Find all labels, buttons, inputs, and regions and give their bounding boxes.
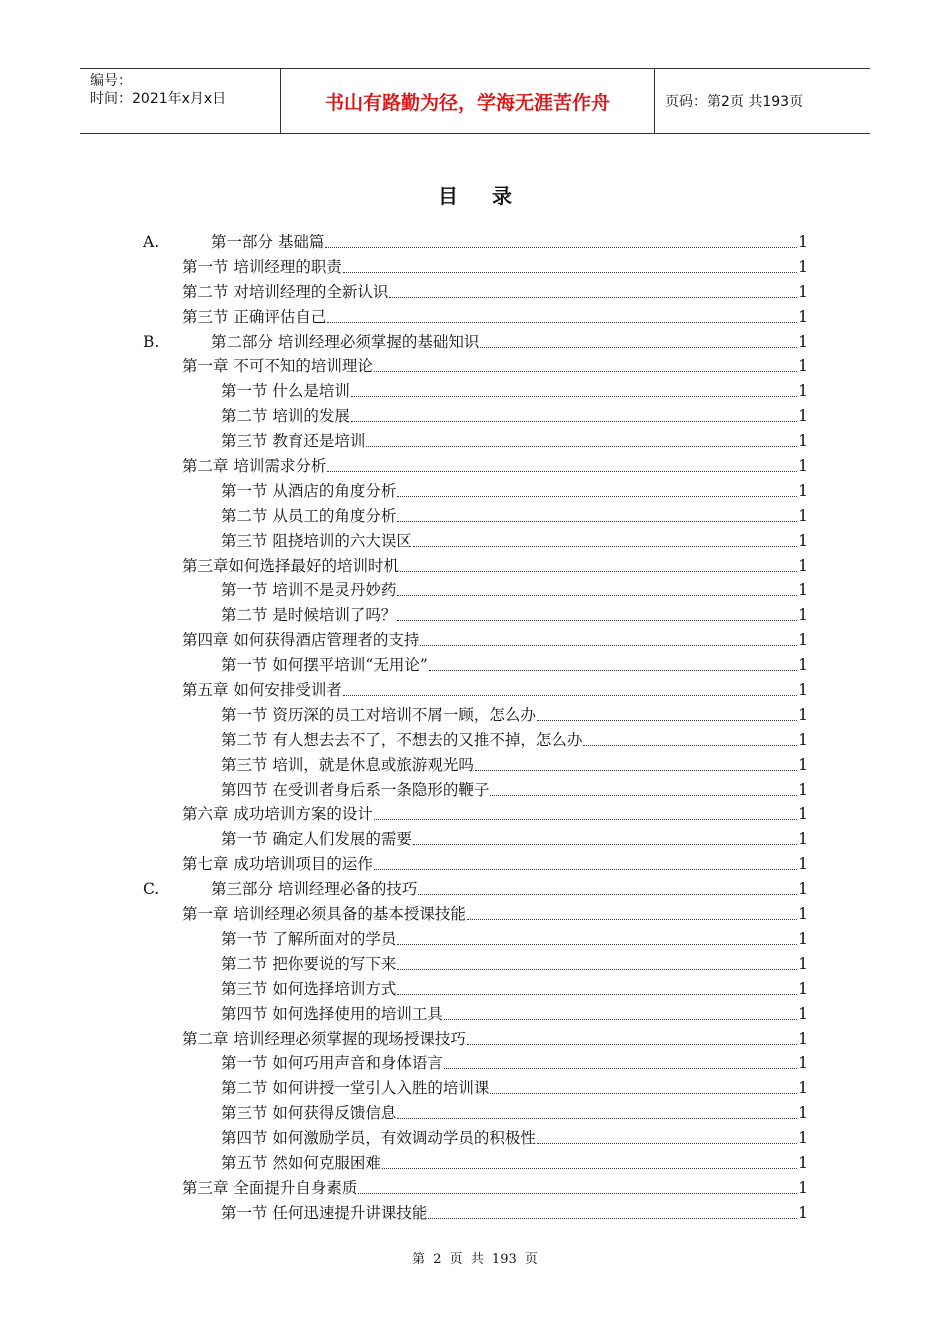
toc-entry-title: 第一章 培训经理必须具备的基本授课技能 — [182, 905, 466, 924]
toc-dot-leader — [475, 753, 797, 771]
toc-page-number: 1 — [798, 1104, 808, 1123]
toc-entry[interactable] — [143, 330, 808, 355]
toc-entry[interactable] — [143, 902, 808, 927]
toc-part-letter: C. — [143, 880, 160, 899]
toc-entry[interactable] — [143, 255, 808, 280]
toc-dot-leader — [397, 504, 797, 522]
toc-entry[interactable] — [143, 952, 808, 977]
toc-title: 目录 — [438, 184, 546, 208]
toc-dot-leader — [358, 1176, 797, 1194]
toc-entry-title: 第六章 成功培训方案的设计 — [182, 805, 373, 824]
document-number-label: 编号： — [90, 73, 132, 89]
toc-entry-title: 第五章 如何安排受训者 — [182, 681, 342, 700]
toc-entry[interactable] — [143, 479, 808, 504]
toc-page-number: 1 — [798, 705, 808, 724]
toc-page-number: 1 — [798, 332, 808, 351]
toc-entry[interactable] — [143, 728, 808, 753]
toc-dot-leader — [420, 628, 797, 646]
toc-entry[interactable] — [143, 802, 808, 827]
toc-entry[interactable] — [143, 1076, 808, 1101]
toc-page-number: 1 — [798, 257, 808, 276]
toc-page-number: 1 — [798, 880, 808, 899]
toc-page-number: 1 — [798, 1004, 808, 1023]
toc-entry[interactable] — [143, 230, 808, 255]
toc-entry-title: 第四节 在受训者身后系一条隐形的鞭子 — [221, 780, 490, 799]
toc-dot-leader — [397, 578, 797, 596]
toc-entry-title: 第三部分 培训经理必备的技巧 — [211, 880, 418, 899]
toc-dot-leader — [397, 977, 797, 995]
toc-dot-leader — [325, 230, 797, 248]
page-footer: 第 2 页 共 193 页 — [412, 1252, 538, 1267]
toc-page-number: 1 — [798, 282, 808, 301]
page-header — [80, 68, 870, 134]
toc-entry[interactable] — [143, 753, 808, 778]
toc-page-number: 1 — [798, 656, 808, 675]
toc-entry[interactable] — [143, 927, 808, 952]
toc-dot-leader — [327, 305, 797, 323]
toc-dot-leader — [327, 454, 797, 472]
toc-entry-title: 第二部分 培训经理必须掌握的基础知识 — [211, 332, 480, 351]
toc-entry-title: 第一节 资历深的员工对培训不屑一顾，怎么办 — [221, 705, 536, 724]
toc-entry-title: 第三节 如何获得反馈信息 — [221, 1104, 397, 1123]
toc-page-number: 1 — [798, 1054, 808, 1073]
toc-entry[interactable] — [143, 603, 808, 628]
toc-page-number: 1 — [798, 780, 808, 799]
toc-dot-leader — [343, 678, 797, 696]
toc-page-number: 1 — [798, 432, 808, 451]
toc-entry[interactable] — [143, 354, 808, 379]
toc-entry-title: 第二章 培训经理必须掌握的现场授课技巧 — [182, 1029, 466, 1048]
toc-entry[interactable] — [143, 1101, 808, 1126]
toc-dot-leader — [389, 280, 797, 298]
toc-page-number: 1 — [798, 755, 808, 774]
toc-entry[interactable] — [143, 1002, 808, 1027]
toc-entry[interactable] — [143, 404, 808, 429]
toc-entry[interactable] — [143, 678, 808, 703]
toc-entry-title: 第一节 培训不是灵丹妙药 — [221, 581, 397, 600]
toc-entry[interactable] — [143, 1051, 808, 1076]
toc-entry-title: 第二章 培训需求分析 — [182, 457, 327, 476]
toc-dot-leader — [583, 728, 797, 746]
toc-entry[interactable] — [143, 852, 808, 877]
toc-page-number: 1 — [798, 606, 808, 625]
toc-entry-title: 第一节 什么是培训 — [221, 382, 350, 401]
toc-entry-title: 第三节 培训，就是休息或旅游观光吗 — [221, 755, 474, 774]
toc-entry[interactable] — [143, 1176, 808, 1201]
toc-dot-leader — [418, 877, 797, 895]
toc-entry[interactable] — [143, 529, 808, 554]
toc-entry[interactable] — [143, 305, 808, 330]
toc-page-number: 1 — [798, 556, 808, 575]
toc-page-number: 1 — [798, 457, 808, 476]
toc-entry-title: 第一部分 基础篇 — [211, 233, 325, 251]
toc-page-number: 1 — [798, 1178, 808, 1197]
toc-dot-leader — [537, 703, 797, 721]
toc-entry-title: 第三章 全面提升自身素质 — [182, 1178, 358, 1197]
toc-page-number: 1 — [798, 1029, 808, 1048]
toc-entry-title: 第一章 不可不知的培训理论 — [182, 357, 373, 376]
toc-page-number: 1 — [798, 233, 808, 251]
header-motto: 书山有路勤为径，学海无涯苦作舟 — [281, 69, 655, 133]
toc-dot-leader — [397, 603, 797, 621]
toc-dot-leader — [429, 653, 797, 671]
document-date: 时间：2021年x月x日 — [90, 91, 227, 107]
toc-entry-title: 第二节 有人想去去不了，不想去的又推不掉，怎么办 — [221, 730, 583, 749]
toc-entry[interactable] — [143, 778, 808, 803]
toc-page-number: 1 — [798, 631, 808, 650]
toc-page-number: 1 — [798, 506, 808, 525]
toc-dot-leader — [480, 330, 797, 348]
toc-dot-leader — [374, 354, 797, 372]
toc-dot-leader — [537, 1126, 797, 1144]
toc-entry[interactable] — [143, 977, 808, 1002]
toc-dot-leader — [351, 379, 797, 397]
toc-page-number: 1 — [798, 855, 808, 874]
toc-entry[interactable] — [143, 578, 808, 603]
toc-entry-title: 第一节 了解所面对的学员 — [221, 929, 397, 948]
toc-entry-title: 第二节 对培训经理的全新认识 — [182, 282, 389, 301]
toc-page-number: 1 — [798, 407, 808, 426]
toc-entry-title: 第三节 阻挠培训的六大误区 — [221, 531, 412, 550]
toc-entry[interactable] — [143, 877, 808, 902]
toc-entry-title: 第四节 如何选择使用的培训工具 — [221, 1004, 443, 1023]
toc-entry[interactable] — [143, 429, 808, 454]
toc-entry-title: 第三节 正确评估自己 — [182, 307, 327, 326]
toc-entry-title: 第五节 然如何克服困难 — [221, 1153, 381, 1172]
toc-page-number: 1 — [798, 307, 808, 326]
toc-page-number: 1 — [798, 954, 808, 973]
table-of-contents — [143, 230, 808, 1226]
toc-entry-title: 第四章 如何获得酒店管理者的支持 — [182, 631, 420, 650]
toc-dot-leader — [428, 1201, 797, 1219]
header-meta — [80, 69, 281, 133]
toc-entry[interactable] — [143, 1201, 808, 1226]
toc-dot-leader — [444, 1051, 797, 1069]
toc-entry-title: 第二节 培训的发展 — [221, 407, 350, 426]
toc-entry[interactable] — [143, 1126, 808, 1151]
toc-dot-leader — [444, 1002, 797, 1020]
toc-entry-title: 第一节 如何巧用声音和身体语言 — [221, 1054, 443, 1073]
toc-entry-title: 第七章 成功培训项目的运作 — [182, 855, 373, 874]
toc-dot-leader — [382, 1151, 797, 1169]
toc-page-number: 1 — [798, 1129, 808, 1148]
toc-entry-title: 第一节 培训经理的职责 — [182, 257, 342, 276]
toc-page-number: 1 — [798, 979, 808, 998]
toc-entry[interactable] — [143, 379, 808, 404]
toc-part-letter: B. — [143, 332, 160, 351]
toc-dot-leader — [490, 1076, 797, 1094]
toc-dot-leader — [397, 1101, 797, 1119]
toc-dot-leader — [397, 479, 797, 497]
toc-entry[interactable] — [143, 1151, 808, 1176]
toc-entry-title: 第三章如何选择最好的培训时机 — [182, 556, 400, 575]
toc-page-number: 1 — [798, 481, 808, 500]
header-page-info: 页码：第2页 共193页 — [665, 94, 804, 110]
toc-page-number: 1 — [798, 1203, 808, 1222]
toc-entry-title: 第一节 从酒店的角度分析 — [221, 481, 397, 500]
toc-dot-leader — [413, 827, 797, 845]
toc-entry[interactable] — [143, 653, 808, 678]
toc-entry[interactable] — [143, 827, 808, 852]
toc-entry-title: 第三节 如何选择培训方式 — [221, 979, 397, 998]
toc-dot-leader — [366, 429, 797, 447]
toc-dot-leader — [490, 778, 797, 796]
toc-page-number: 1 — [798, 531, 808, 550]
toc-entry-title: 第二节 把你要说的写下来 — [221, 954, 397, 973]
toc-part-letter: A. — [143, 233, 160, 251]
toc-dot-leader — [413, 529, 797, 547]
toc-dot-leader — [467, 1027, 797, 1045]
toc-page-number: 1 — [798, 929, 808, 948]
toc-entry-title: 第四节 如何激励学员，有效调动学员的积极性 — [221, 1129, 536, 1148]
toc-page-number: 1 — [798, 382, 808, 401]
toc-dot-leader — [397, 952, 797, 970]
toc-page-number: 1 — [798, 905, 808, 924]
toc-entry[interactable] — [143, 1027, 808, 1052]
toc-page-number: 1 — [798, 830, 808, 849]
toc-entry-title: 第二节 是时候培训了吗？ — [221, 606, 397, 625]
toc-entry[interactable] — [143, 280, 808, 305]
toc-entry[interactable] — [143, 703, 808, 728]
toc-dot-leader — [400, 554, 797, 572]
toc-page-number: 1 — [798, 1153, 808, 1172]
toc-entry[interactable] — [143, 504, 808, 529]
toc-entry-title: 第二节 如何讲授一堂引人入胜的培训课 — [221, 1079, 490, 1098]
toc-entry[interactable] — [143, 554, 808, 579]
toc-entry-title: 第一节 确定人们发展的需要 — [221, 830, 412, 849]
toc-dot-leader — [351, 404, 797, 422]
toc-entry-title: 第一节 任何迅速提升讲课技能 — [221, 1203, 428, 1222]
toc-dot-leader — [374, 802, 797, 820]
toc-page-number: 1 — [798, 357, 808, 376]
toc-entry-title: 第三节 教育还是培训 — [221, 432, 366, 451]
toc-page-number: 1 — [798, 681, 808, 700]
toc-dot-leader — [343, 255, 797, 273]
toc-page-number: 1 — [798, 730, 808, 749]
toc-entry-title: 第一节 如何摆平培训“无用论” — [221, 656, 428, 675]
toc-entry[interactable] — [143, 628, 808, 653]
toc-page-number: 1 — [798, 805, 808, 824]
toc-dot-leader — [374, 852, 797, 870]
toc-page-number: 1 — [798, 581, 808, 600]
toc-dot-leader — [467, 902, 797, 920]
toc-page-number: 1 — [798, 1079, 808, 1098]
toc-dot-leader — [397, 927, 797, 945]
toc-entry-title: 第二节 从员工的角度分析 — [221, 506, 397, 525]
toc-entry[interactable] — [143, 454, 808, 479]
